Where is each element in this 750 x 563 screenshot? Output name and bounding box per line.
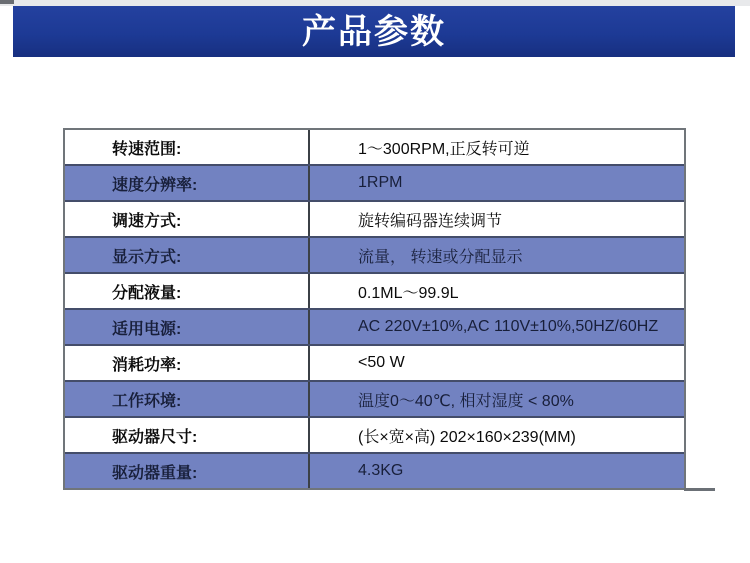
spec-label: 转速范围:	[65, 130, 310, 164]
spec-label: 调速方式:	[65, 202, 310, 236]
table-row	[65, 202, 684, 238]
spec-value: 0.1ML～99.9L	[358, 284, 459, 302]
table-row	[65, 166, 684, 202]
spec-label: 显示方式:	[65, 238, 310, 272]
table-shadow-tail	[684, 488, 715, 491]
section-header-banner	[13, 6, 735, 57]
spec-value: <50 W	[358, 354, 405, 371]
spec-label: 工作环境:	[65, 382, 310, 416]
table-row	[65, 382, 684, 418]
table-row	[65, 238, 684, 274]
spec-value: 1～300RPM,正反转可逆	[358, 140, 530, 158]
table-row	[65, 346, 684, 382]
table-row	[65, 454, 684, 488]
spec-label: 分配液量:	[65, 274, 310, 308]
spec-value: (长×宽×高) 202×160×239(MM)	[358, 428, 576, 446]
page-title: 产品参数	[302, 12, 446, 51]
spec-table	[63, 128, 686, 490]
spec-value: AC 220V±10%,AC 110V±10%,50HZ/60HZ	[358, 318, 659, 335]
spec-label: 驱动器尺寸:	[65, 418, 310, 452]
table-row	[65, 310, 684, 346]
spec-table-body	[65, 130, 684, 488]
spec-value: 1RPM	[358, 174, 403, 191]
top-left-sliver	[0, 0, 14, 4]
spec-value: 流量， 转速或分配显示	[358, 248, 523, 266]
spec-value: 旋转编码器连续调节	[358, 212, 503, 230]
table-row	[65, 418, 684, 454]
spec-label: 消耗功率:	[65, 346, 310, 380]
spec-label: 适用电源:	[65, 310, 310, 344]
spec-value: 4.3KG	[358, 462, 404, 479]
spec-label: 驱动器重量:	[65, 454, 310, 488]
spec-value: 温度0～40℃, 相对湿度 < 80%	[358, 392, 574, 410]
table-row	[65, 130, 684, 166]
spec-label: 速度分辨率:	[65, 166, 310, 200]
table-row	[65, 274, 684, 310]
